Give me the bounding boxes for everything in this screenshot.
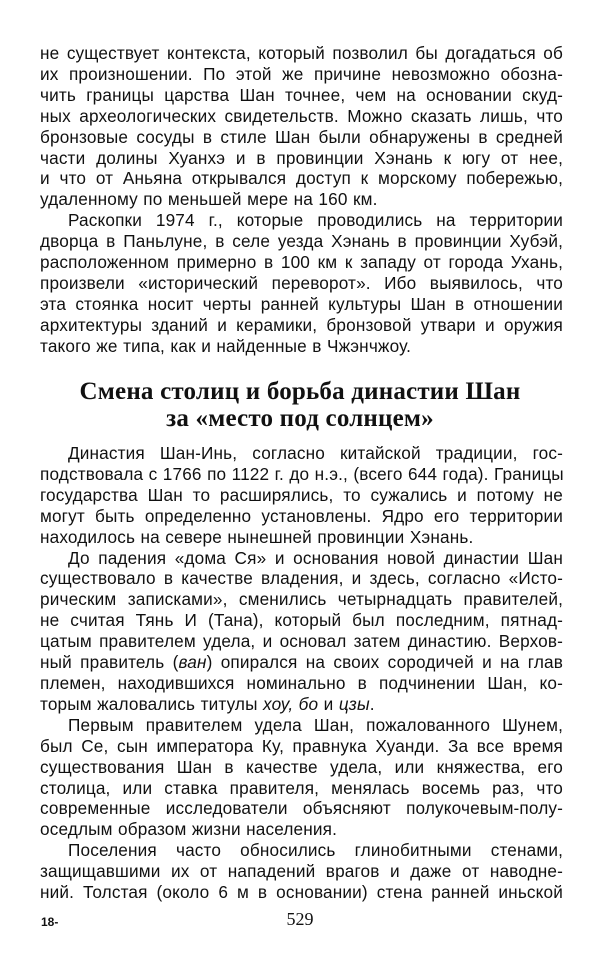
text-run: ный правитель ( (40, 652, 179, 673)
paragraph (40, 443, 563, 548)
text-line: Раскопки 1974 г., которые проводились на территории (68, 210, 563, 231)
text-line: удаленному по меньшей мере на 160 км. (40, 189, 378, 210)
text-line: чить границы царства Шан точнее, чем на основании скуд- (40, 84, 563, 105)
paragraph (40, 715, 563, 840)
text-block-bottom (40, 443, 563, 903)
text-line: существования Шан в качестве удела, или княжества, его (40, 756, 563, 777)
text-line: рическим записками», сменились четырнадцать правителей, (40, 589, 563, 610)
heading-line: за «место под солнцем» (166, 405, 434, 432)
text-line: оседлым образом жизни населения. (40, 819, 338, 840)
text-line: До падения «дома Ся» и основания новой династии Шан (68, 547, 563, 568)
text-block-top (40, 43, 563, 357)
text-line: не считая Тянь И (Тана), который был последним, пятнад- (40, 610, 563, 631)
italic-term: цзы (338, 693, 370, 714)
text-line: государства Шан то расширялись, то сужались и потому не (40, 484, 563, 505)
text-run: ) опирался на своих сородичей и на глав (206, 652, 563, 673)
text-line: их произношении. По этой же причине невозможно обозна- (40, 63, 563, 84)
text-line (40, 694, 563, 715)
text-line: могут быть определенно установлены. Ядро его территории (40, 505, 563, 526)
italic-term: ван (178, 652, 207, 673)
text-line: защищавшими их от нападений врагов и даже от наводне- (40, 861, 563, 882)
text-run: торым жаловались титулы (40, 693, 264, 714)
text-line: расположенном примерно в 100 км к западу от города Ухань, (40, 252, 563, 273)
text-run: и (318, 693, 339, 714)
italic-term: хоу, бо (263, 693, 319, 714)
text-line: ний. Толстая (около 6 м в основании) стена ранней иньской (40, 882, 563, 903)
text-line: архитектуры зданий и керамики, бронзовой утвари и оружия (40, 314, 563, 335)
page-number: 529 (286, 909, 314, 929)
text-line: произвели «исторический переворот». Ибо выявилось, что (40, 272, 563, 293)
text-run: . (369, 693, 375, 714)
text-line: подствовала с 1766 по 1122 г. до н.э., (всего 644 года). Границы (40, 463, 564, 484)
text-line: цатым правителем удела, и основал затем династию. Верхов- (40, 631, 563, 652)
text-line: эта стоянка носит черты ранней культуры Шан в отношении (40, 293, 563, 314)
text-line: был Се, сын императора Ку, правнука Хуанди. За все время (40, 735, 563, 756)
text-line: Первым правителем удела Шан, пожалованного Шунем, (68, 714, 563, 735)
text-line: дворца в Паньлуне, в селе уезда Хэнань в провинции Хубэй, (40, 231, 563, 252)
paragraph (40, 840, 563, 903)
paragraph (40, 43, 563, 210)
text-line: существовало в качестве владения, и здесь, согласно «Исто- (40, 568, 563, 589)
text-line: части долины Хуанхэ и в провинции Хэнань к югу от нее, (40, 147, 563, 168)
paragraph (40, 548, 563, 715)
heading-line: Смена столиц и борьба династии Шан (79, 378, 521, 405)
text-line: племен, находившихся номинально в подчинении Шан, ко- (40, 672, 563, 693)
text-line: такого же типа, как и найденные в Чжэнчжоу. (40, 335, 412, 356)
text-line: современные исследователи объясняют полукочевым-полу- (40, 798, 563, 819)
text-line: ных археологических свидетельств. Можно сказать лишь, что (40, 105, 563, 126)
text-line: Династия Шан-Инь, согласно китайской традиции, гос- (68, 443, 563, 463)
signature-mark: 18- (41, 915, 59, 929)
text-line: не существует контекста, который позволил бы догадаться об (40, 43, 563, 63)
text-line: и что от Аньяна открывался доступ к морскому побережью, (40, 168, 563, 189)
paragraph (40, 210, 563, 356)
text-line (40, 652, 563, 673)
text-line: находилось на севере нынешней провинции Хэнань. (40, 526, 474, 547)
text-line: бронзовые сосуды в стиле Шан были обнаружены в средней (40, 126, 563, 147)
section-heading (0, 378, 600, 432)
text-line: Поселения часто обносились глинобитными стенами, (68, 840, 563, 861)
text-line: столица, или ставка правителя, менялась восемь раз, что (40, 777, 563, 798)
